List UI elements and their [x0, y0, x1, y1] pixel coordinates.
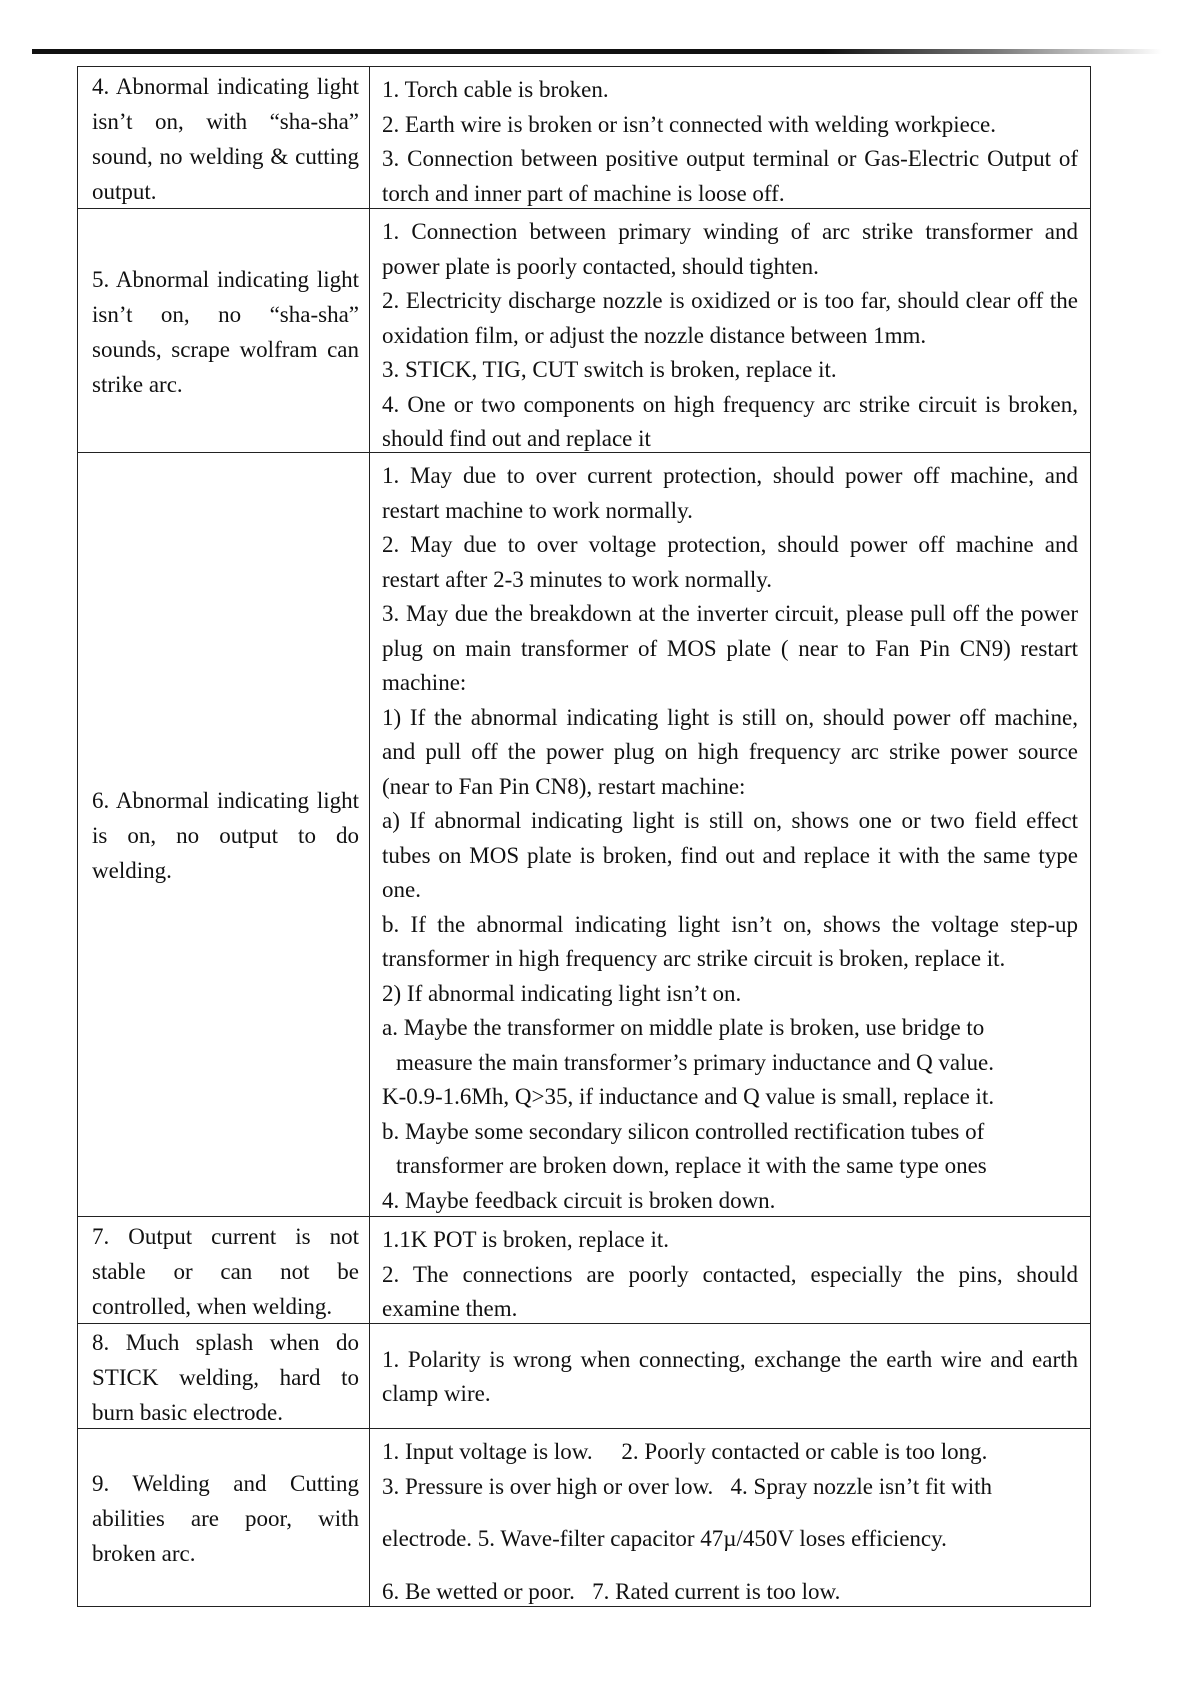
table-row — [78, 1428, 1090, 1606]
table-row — [78, 67, 1090, 208]
fault-text: 8. Much splash when do STICK welding, hard to burn basic electrode. — [92, 1329, 359, 1425]
solution-line: 2. Electricity discharge nozzle is oxidized or is too far, should clear off the oxidation film, or adjust the nozzle distance between 1mm. — [382, 288, 1078, 348]
solution-line: 3. May due the breakdown at the inverter circuit, please pull off the power plug on main transformer of MOS plate ( near to Fan Pin CN9) restart machine: — [382, 601, 1078, 695]
table-row — [78, 1216, 1090, 1323]
solution-line: a. Maybe the transformer on middle plate is broken, use bridge to — [382, 1015, 985, 1040]
solution-line: b. If the abnormal indicating light isn’t on, shows the voltage step-up transformer in high frequency arc strike circuit is broken, replace it. — [382, 911, 1078, 971]
fault-text: 7. Output current is not stable or can not be controlled, when welding. — [92, 1223, 359, 1319]
fault-cell — [78, 1429, 370, 1606]
solution-line: 2) If abnormal indicating light isn’t on. — [382, 980, 742, 1006]
solution-cell — [370, 1217, 1090, 1323]
troubleshooting-table — [77, 66, 1091, 1607]
solution-line: 3. Connection between positive output terminal or Gas-Electric Output of torch and inner part of machine is loose off. — [382, 146, 1078, 206]
solution-line: electrode. 5. Wave-filter capacitor 47µ/450V loses efficiency. — [382, 1526, 947, 1551]
solution-line: 1. May due to over current protection, should power off machine, and restart machine to work normally. — [382, 463, 1078, 523]
solution-line: 1. Connection between primary winding of arc strike transformer and power plate is poorly contacted, should tighten. — [382, 219, 1078, 279]
solution-line: 1.1K POT is broken, replace it. — [382, 1227, 670, 1252]
solution-line: a) If abnormal indicating light is still on, shows one or two field effect tubes on MOS plate is broken, find out and replace it with the same type one. — [382, 808, 1078, 902]
solution-line: 2. Earth wire is broken or isn’t connected with welding workpiece. — [382, 111, 997, 137]
solution-line: 6. Be wetted or poor. 7. Rated current is too low. — [382, 1578, 841, 1604]
fault-text: 6. Abnormal indicating light is on, no output to do welding. — [92, 788, 359, 883]
solution-line: 3. Pressure is over high or over low. 4. Spray nozzle isn’t fit with — [382, 1473, 993, 1499]
solution-line: 3. STICK, TIG, CUT switch is broken, replace it. — [382, 357, 837, 382]
fault-cell — [78, 1324, 370, 1428]
fault-text: 4. Abnormal indicating light isn’t on, with “sha-sha” sound, no welding & cutting output. — [92, 73, 359, 204]
fault-cell — [78, 209, 370, 452]
header-rule — [32, 49, 1162, 54]
solution-line: 4. Maybe feedback circuit is broken down. — [382, 1187, 776, 1213]
solution-line: 1) If the abnormal indicating light is still on, should power off machine, and pull off the power plug on high frequency arc strike power source (near to Fan Pin CN8), restart machine: — [382, 704, 1078, 799]
fault-text: 5. Abnormal indicating light isn’t on, no “sha-sha” sounds, scrape wolfram can strike arc. — [92, 266, 359, 397]
solution-line: K-0.9-1.6Mh, Q>35, if inductance and Q value is small, replace it. — [382, 1084, 995, 1109]
solution-line: 2. The connections are poorly contacted, especially the pins, should examine them. — [382, 1261, 1078, 1321]
table-row — [78, 1323, 1090, 1428]
solution-line: 1. Torch cable is broken. — [382, 77, 609, 102]
table-row — [78, 452, 1090, 1216]
solution-line: measure the main transformer’s primary inductance and Q value. — [396, 1049, 994, 1075]
fault-cell — [78, 67, 370, 208]
fault-cell — [78, 1217, 370, 1323]
table-row — [78, 208, 1090, 452]
solution-cell — [370, 1429, 1090, 1606]
solution-cell — [370, 453, 1090, 1216]
solution-cell — [370, 209, 1090, 452]
solution-line: 4. One or two components on high frequency arc strike circuit is broken, should find out and replace it — [382, 391, 1078, 451]
solution-line: 1. Input voltage is low. 2. Poorly contacted or cable is too long. — [382, 1439, 988, 1464]
solution-line: transformer are broken down, replace it with the same type ones — [396, 1153, 987, 1178]
solution-line: 1. Polarity is wrong when connecting, exchange the earth wire and earth clamp wire. — [382, 1346, 1078, 1406]
solution-cell — [370, 1324, 1090, 1428]
solution-line: b. Maybe some secondary silicon controlled rectification tubes of — [382, 1118, 985, 1144]
fault-cell — [78, 453, 370, 1216]
fault-text: 9. Welding and Cutting abilities are poor, with broken arc. — [92, 1471, 359, 1566]
solution-line: 2. May due to over voltage protection, should power off machine and restart after 2-3 minutes to work normally. — [382, 532, 1078, 592]
solution-cell — [370, 67, 1090, 208]
